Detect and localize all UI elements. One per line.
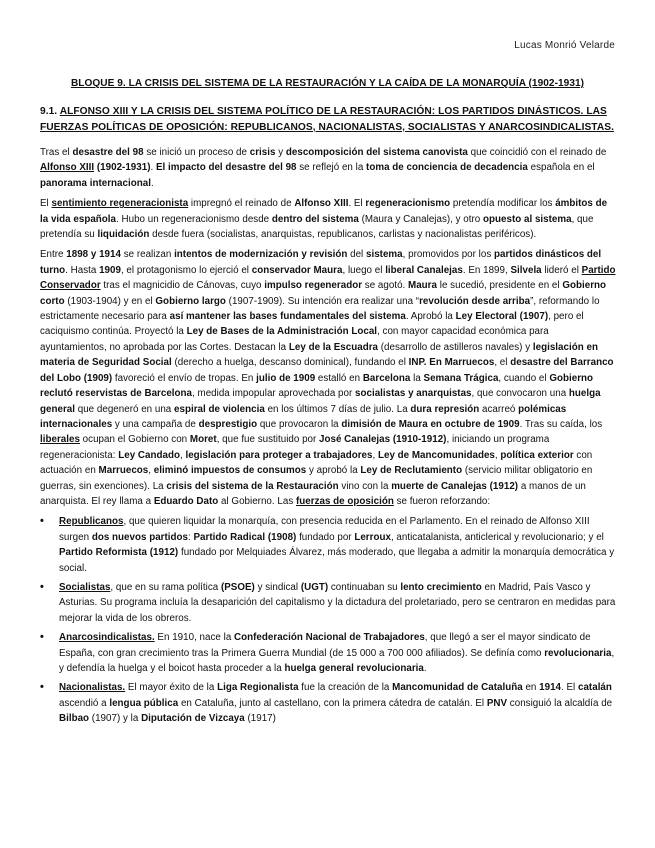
emphasis-text: 1909 [99,264,121,276]
emphasis-text: (1912) [149,547,179,559]
emphasis-text: Confederación Nacional de Trabajadores [234,632,425,644]
text-run: en [522,682,540,694]
emphasis-text: legislación para proteger a trabajadores [185,449,373,461]
text-run: , que fue sustituido por [216,434,320,446]
emphasis-text: huelga general revolucionaria [284,663,424,674]
text-run: , y defendía la huelga y el boicot hasta proceder a la [59,647,615,674]
emphasis-text: polémicas internacionales [40,403,567,430]
emphasis-text: Silvela [510,264,542,276]
text-run: (servicio militar obligatorio en guerras, sin exenciones). La [40,465,593,492]
emphasis-text: liquidación [97,229,150,241]
text-run: impregnó el reinado de [188,198,295,210]
emphasis-text: Marruecos [98,465,149,477]
text-run: continuaban su [328,581,401,593]
paragraph-1 [40,145,616,191]
emphasis-text: Partido Conservador [40,264,616,292]
text-run: vino con la [338,480,392,492]
emphasis-text: Barcelona [362,372,411,384]
text-run: , anticatalanista, anticlerical y revolucionario; y el [390,531,604,543]
emphasis-text: muerte de Canalejas [391,480,487,492]
text-run: en Cataluña, junto al castellano, con la primera cátedra de catalán. El [178,697,487,709]
emphasis-text: Gobierno largo [155,295,226,307]
text-run: (derecho a huelga, descanso dominical), fundando el [171,357,409,369]
emphasis-text: intentos de modernización y revisión [174,249,348,261]
text-run: favoreció el envío de tropas. En [112,372,257,384]
emphasis-text: Ley de Reclutamiento [360,465,463,477]
text-run: en Madrid, País Vasco y Asturias. Su programa incluía la desaparición del capitalismo y la dictadura del proletariado, pero se centraron en medidas para mejorar la vida de los obreros. [59,581,616,624]
emphasis-text: Bilbao [59,713,90,725]
emphasis-text: dimisión de Maura en octubre de 1909 [341,418,520,430]
text-run: tras el magnicidio de Cánovas, cuyo [100,280,265,292]
text-run: y [275,147,286,158]
text-run: , que pretendía su [40,213,594,241]
text-run: con actuación en [40,449,593,477]
list-item-text [59,582,615,624]
text-run: , [494,449,501,461]
emphasis-text: crisis del sistema de la Restauración [166,480,339,492]
list-item-nacionalistas [40,680,616,726]
text-run: (desarrollo de astilleros navales) y [378,341,533,353]
text-run: pretendía modificar los [450,198,556,210]
emphasis-text: socialistas y anarquistas [355,388,472,400]
emphasis-text: Gobierno corto [40,280,607,307]
text-run: (Maura y Canalejas), y otro [358,213,484,225]
text-run: , [179,449,186,461]
bullet-icon: • [40,515,44,528]
text-run: la [410,372,424,384]
text-run: que provocaron la [257,418,342,430]
emphasis-text: revolución desde arriba [419,295,531,307]
emphasis-text: dura represión [410,403,480,415]
text-run: al Gobierno. Las [218,495,296,507]
emphasis-text: eliminó impuestos de consumos [153,465,307,477]
emphasis-text: Alfonso XIII [294,198,349,210]
emphasis-text: Anarcosindicalistas. [59,632,155,644]
text-run: (1907) y la [89,713,142,725]
text-run: española en el [527,162,595,174]
emphasis-text: Liga Regionalista [217,682,299,694]
emphasis-text: impulso regenerador [264,280,363,292]
list-item-republicanos [40,514,616,576]
text-run: desde fuera (socialistas, anarquistas, republicanos, carlistas y nacionalistas periféricos). [149,229,537,241]
document-content [40,104,616,731]
list-item-text [59,516,614,573]
text-run: del [347,249,366,261]
emphasis-text: Diputación de Vizcaya [141,713,245,725]
emphasis-text: Moret [189,434,217,446]
text-run: , cuando el [498,372,550,384]
text-run: fue la creación de la [298,682,393,694]
text-run: . Tras su caída, los [519,418,603,430]
text-run: El mayor éxito de la [125,682,218,694]
emphasis-text: crisis [249,147,276,158]
text-run: acarreó [479,403,519,415]
section-number: 9.1. [40,106,58,117]
text-run: fundado por [296,531,355,543]
text-run: y una campaña de [112,418,199,430]
emphasis-text: dentro del sistema [271,213,359,225]
bullet-icon: • [40,631,44,644]
text-run: en los últimos 7 días de julio. La [264,403,411,415]
text-run: . Aprobó la [405,311,456,323]
text-run: , que quieren liquidar la monarquía, con presencia reducida en el Parlamento. En el reinado de Alfonso XIII surgen [59,516,590,543]
emphasis-text: desastre del 98 [72,147,144,158]
emphasis-text: (1910-1912) [392,434,447,446]
emphasis-text: (1909) [83,372,113,384]
text-run: . [423,663,427,674]
emphasis-text: Ley Candado [118,449,180,461]
text-run: ascendió a [59,697,110,709]
text-run: , que en su rama política [110,581,221,593]
emphasis-text: El impacto del desastre del 98 [155,162,297,174]
text-run: . [150,162,156,174]
emphasis-text: INP. [408,357,427,369]
emphasis-text: lento crecimiento [400,581,482,593]
emphasis-text: (1907) [519,311,549,323]
list-item-socialistas [40,580,616,626]
text-run: , [148,465,154,477]
text-run: El [40,198,52,210]
emphasis-text: En Marruecos [429,357,495,369]
emphasis-text: espiral de violencia [174,403,265,415]
list-item-text [59,682,612,724]
text-run: consiguió la alcaldía de [507,697,613,709]
bullet-icon: • [40,580,44,593]
text-run: , promovidos por los [402,249,494,261]
emphasis-text: José Canalejas [319,434,391,446]
emphasis-text: Eduardo Dato [153,495,219,507]
emphasis-text: Gobierno reclutó reservistas de Barcelona [40,372,594,400]
text-run: , que convocaron una [471,388,569,400]
emphasis-text: Maura [408,280,437,292]
text-run: que degeneró en una [75,403,175,415]
emphasis-text: Lerroux [354,531,391,543]
text-run: . Hasta [65,264,100,276]
emphasis-text: así mantener las bases fundamentales del sistema [169,311,406,323]
emphasis-text: Republicanos [59,516,124,528]
text-run: (1917) [244,713,276,725]
emphasis-text: revolucionaria [544,647,612,659]
text-run: , [372,449,378,461]
emphasis-text: Ley de la Escuadra [288,341,379,353]
text-run: estalló en [315,372,363,384]
emphasis-text: panorama internacional [40,177,151,189]
paragraph-3 [40,247,616,509]
emphasis-text: descomposición del sistema canovista [285,147,468,158]
section-title-text: ALFONSO XIII Y LA CRISIS DEL SISTEMA POLÍTICO DE LA RESTAURACIÓN: LOS PARTIDOS DINÁSTICOS. LAS FUERZAS POLÍTICAS DE OPOSICIÓN: REPUBLICANOS, NACIONALISTAS, SOCIALISTAS Y ANARCOSINDICALISTAS. [40,106,614,133]
text-run: : [188,531,194,543]
text-run: se realizan [120,249,175,261]
text-run: . Hubo un regeneracionismo desde [116,213,272,225]
text-run: se inició un proceso de [143,147,250,158]
text-run: , que llegó a ser el mayor sindicato de España, con gran crecimiento tras la Primera Guerra Mundial (de 15 000 a 700 000 afiliados). Se definía como [59,632,591,659]
emphasis-text: sistema [365,249,403,261]
emphasis-text: Ley de Bases de la Administración Local [186,326,378,338]
paragraph-2 [40,196,616,242]
text-run: . En 1899, [462,264,511,276]
text-run: . El [348,198,366,210]
text-run: , el protagonismo lo ejerció el [120,264,252,276]
emphasis-text: liberales [40,434,80,446]
emphasis-text: dos nuevos partidos [91,531,189,543]
emphasis-text: (UGT) [300,581,329,593]
text-run: que coincidió con el reinado de [467,147,607,158]
text-run: . El [561,682,578,694]
emphasis-text: (1902-1931) [96,162,151,174]
emphasis-text: Mancomunidad de Cataluña [392,682,523,694]
emphasis-text: opuesto al sistema [483,213,572,225]
emphasis-text: Socialistas [59,581,111,593]
emphasis-text: Ley de Mancomunidades [377,449,495,461]
text-run: , pero el caciquismo continúa. Proyectó la [40,311,584,338]
text-run: se fueron reforzando: [393,495,491,507]
emphasis-text: julio de 1909 [256,372,316,384]
text-run: , el [494,357,511,369]
list-item-text [59,632,614,674]
opposition-forces-list [40,514,616,726]
emphasis-text: toma de conciencia de decadencia [366,162,528,174]
bullet-icon: • [40,681,44,694]
emphasis-text: lengua pública [109,697,179,709]
text-run: . [150,177,154,189]
emphasis-text: catalán [578,682,612,694]
text-run: En 1910, nace la [154,632,235,644]
text-run: lideró el [541,264,582,276]
author-name: Lucas Monrió Velarde [514,40,615,51]
emphasis-text: fuerzas de oposición [295,495,394,507]
emphasis-text: liberal Canalejas [385,264,463,276]
text-run: y sindical [254,581,301,593]
text-run: fundado por Melquiades Álvarez, más moderado, que llegaba a admitir la monarquía democrática y social. [59,547,615,574]
emphasis-text: legislación en materia de Seguridad Social [40,341,598,369]
emphasis-text: (1912) [489,480,519,492]
emphasis-text: Partido Reformista [59,547,148,559]
emphasis-text: desprestigio [198,418,258,430]
emphasis-text: 1898 y 1914 [66,249,121,261]
emphasis-text: Partido Radical [193,531,266,543]
text-run: se reflejó en la [296,162,367,174]
emphasis-text: desastre del Barranco del Lobo [40,357,614,384]
text-run: (1903-1904) y en el [64,295,156,307]
emphasis-text: PNV [486,697,508,709]
section-heading [40,104,616,135]
text-run: ”, reformando lo estrictamente necesario para [40,295,600,323]
text-run: , medida impopular aprovechada por [192,388,356,400]
emphasis-text: regeneracionismo [365,198,451,210]
emphasis-text: 1914 [539,682,562,694]
emphasis-text: partidos dinásticos del turno [40,249,602,276]
text-run: le sucedió, presidente en el [437,280,563,292]
text-run: se agotó. [362,280,409,292]
text-run: ocupan el Gobierno con [79,434,190,446]
block-title: BLOQUE 9. LA CRISIS DEL SISTEMA DE LA RESTAURACIÓN Y LA CAÍDA DE LA MONARQUÍA (1902-1931) [70,78,585,89]
text-run: , iniciando un programa regeneracionista: [40,434,550,461]
emphasis-text: Nacionalistas. [59,682,126,694]
text-run: y aprobó la [306,465,361,477]
text-run: , luego el [342,264,386,276]
emphasis-text: (PSOE) [220,581,255,593]
emphasis-text: Ley Electoral [455,311,517,323]
emphasis-text: Alfonso XIII [40,162,95,174]
list-item-anarcosindicalistas [40,630,616,676]
emphasis-text: política exterior [500,449,574,461]
text-run: (1907-1909). Su intención era realizar una “ [225,295,420,307]
emphasis-text: (1908) [267,531,297,543]
text-run: a manos de un anarquista. El rey llama a [40,480,586,507]
text-run: Tras el [40,147,73,158]
text-run: , con mayor capacidad económica para ayuntamientos, no aprobada por las Cortes. Destacan la [40,326,549,353]
text-run: Entre [40,249,67,261]
emphasis-text: sentimiento regeneracionista [51,198,189,210]
emphasis-text: ámbitos de la vida española [40,198,608,225]
emphasis-text: conservador Maura [251,264,343,276]
emphasis-text: huelga general [40,388,601,415]
emphasis-text: Semana Trágica [423,372,499,384]
